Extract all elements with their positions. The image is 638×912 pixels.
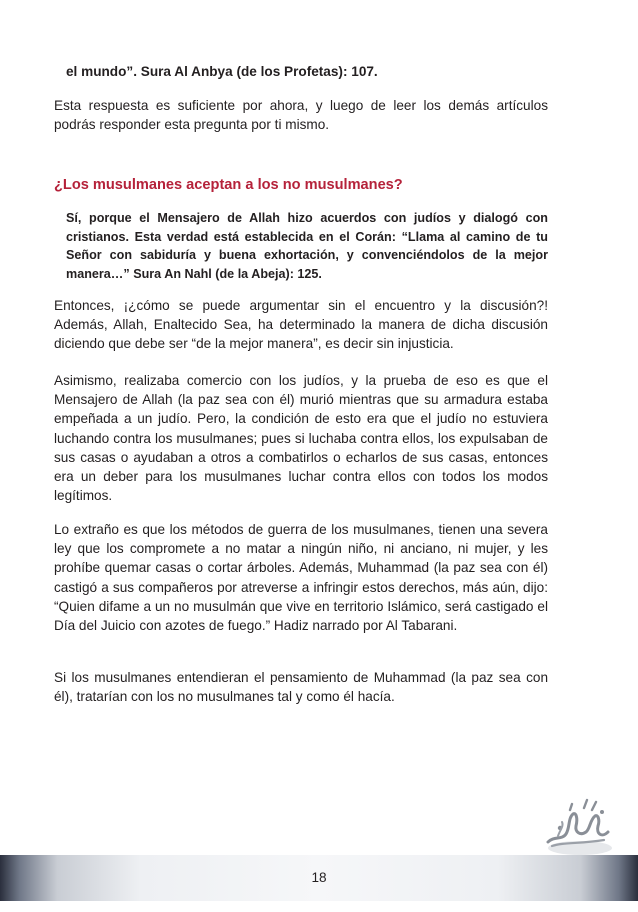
quote-block: Sí, porque el Mensajero de Allah hizo acuerdos con judíos y dialogó con cristianos. Esta verdad está establecida en el Corán: “Llama al camino de tu Señor con sabiduría y buena exhortación, y convenciéndolos de la mejor manera…” Sura An Nahl (de la Abeja): 125.: [66, 211, 548, 281]
quote-continuation: el mundo”. Sura Al Anbya (de los Profetas): 107.: [66, 64, 378, 79]
paragraph-conclusion: Si los musulmanes entendieran el pensamiento de Muhammad (la paz sea con él), tratarían con los no musulmanes tal y como él hacía.: [54, 670, 548, 705]
page-number: 18: [311, 870, 327, 885]
section-heading: ¿Los musulmanes aceptan a los no musulmanes?: [54, 177, 403, 193]
paragraph-war-rules: Lo extraño es que los métodos de guerra de los musulmanes, tienen una severa ley que los compromete a no matar a ningún niño, ni anciano, ni mujer, y les prohíbe quemar casas o cortar árboles. Además, Muhammad (la paz sea con él) castigó a sus compañeros por atreverse a infringir estos derechos, más aún, dijo: “Quien difame a un no musulmán que vive en territorio Islámico, será castigado el Día del Juicio con azotes de fuego.” Hadiz narrado por Al Tabarani.: [54, 522, 548, 634]
paragraph-commerce: Asimismo, realizaba comercio con los judíos, y la prueba de eso es que el Mensajero de Allah (la paz sea con él) murió mientras que su armadura estaba empeñada a un judío. Pero, la condición de esto era que el judío no estuviera luchando contra los musulmanes; pues si luchaba contra ellos, los expulsaban de sus casas o ayudaban a otros a combatirlos o echarlos de sus casas, entonces era un deber para los musulmanes luchar contra ellos con todos los modos legítimos.: [54, 373, 548, 504]
arabic-calligraphy-logo-icon: [540, 796, 614, 858]
paragraph-discussion: Entonces, ¡¿cómo se puede argumentar sin el encuentro y la discusión?! Además, Allah, Enaltecido Sea, ha determinado la manera de dicha discusión diciendo que debe ser “de la mejor manera”, es decir sin injusticia.: [54, 298, 548, 352]
paragraph-intro: Esta respuesta es suficiente por ahora, y luego de leer los demás artículos podrás responder esta pregunta por ti mismo.: [54, 98, 548, 133]
